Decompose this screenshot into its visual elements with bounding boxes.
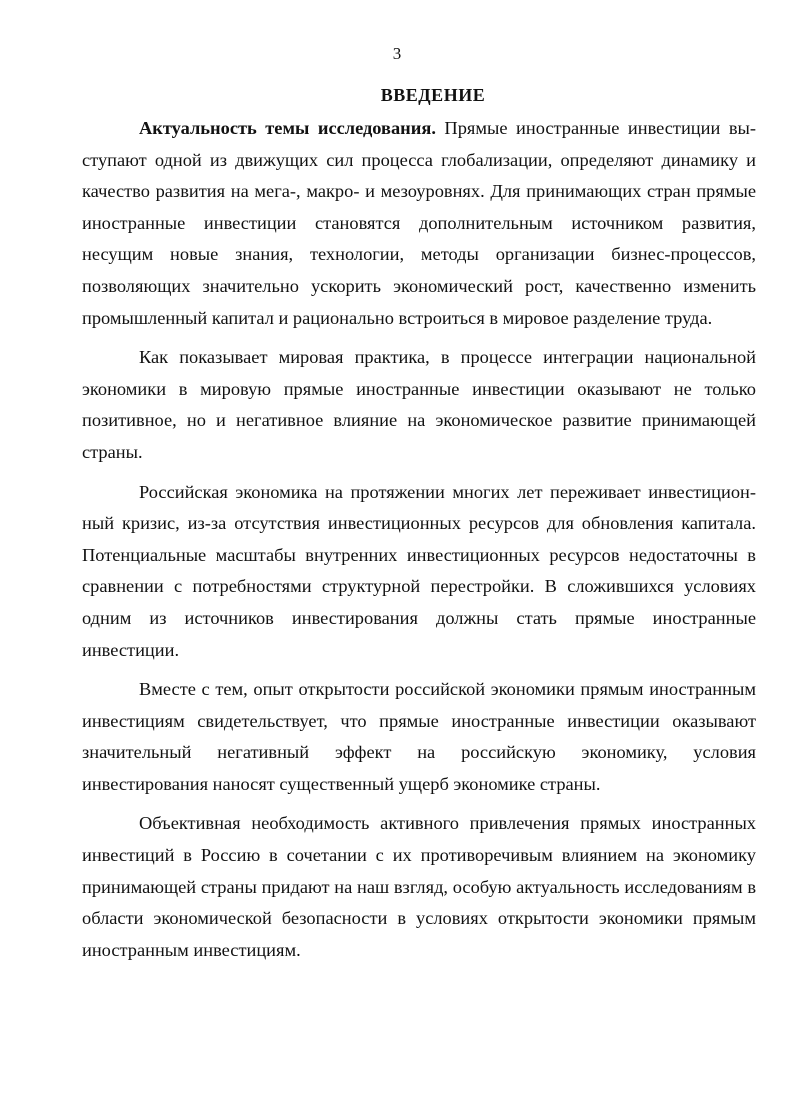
paragraph-text: Прямые иностранные инвестиции выступают одной из движущих сил процесса глобализации, определяют динамику и качество развития на мега-, макро- и мезоуровнях. Для принимающих стран прямые иностранные инвестиции становятся дополнительным источником развития, несущим новые знания, технологии, методы организации бизнес-процессов, позволяющих значительно ускорить экономический рост, качественно изменить промышленный капитал и рационально встроиться в мировое разделение труда. [82,118,757,328]
paragraph-russian-economy: Российская экономика на протяжении многих лет переживает инвестиционный кризис, из-за отсутствия инвестиционных ресурсов для обновления капитала. Потенциальные масштабы внутренних инвестиционных ресурсов недостаточны в сравнении с потребностями структурной перестройки. В сложившихся условиях одним из источников инвестирования должны стать прямые иностранные инвестиции. [82,481,756,660]
paragraph-world-practice: Как показывает мировая практика, в процессе интеграции национальной экономики в мировую прямые иностранные инвестиции оказывают не только позитивное, но и негативное влияние на экономическое развитие принимающей страны. [82,347,756,462]
paragraph-openness-experience: Вместе с тем, опыт открытости российской экономики прямым иностранным инвестициям свидетельствует, что прямые иностранные инвестиции оказывают значительный негативный эффект на российскую экономику, условия инвестирования наносят существенный ущерб экономике страны. [82,679,756,794]
paragraph-objective-necessity: Объективная необходимость активного привлечения прямых иностранных инвестиций в Россию в сочетании с их противоречивым влиянием на экономику принимающей страны придают на наш взгляд, особую актуальность исследованиям в области экономической безопасности в условиях открытости экономики прямым иностранным инвестициям. [82,813,756,960]
body-text [82,113,756,974]
paragraph-lead: Актуальность темы исследования. [139,118,436,138]
section-title: ВВЕДЕНИЕ [380,85,486,105]
page-number: 3 [392,44,402,63]
paragraph-relevance [82,113,756,334]
